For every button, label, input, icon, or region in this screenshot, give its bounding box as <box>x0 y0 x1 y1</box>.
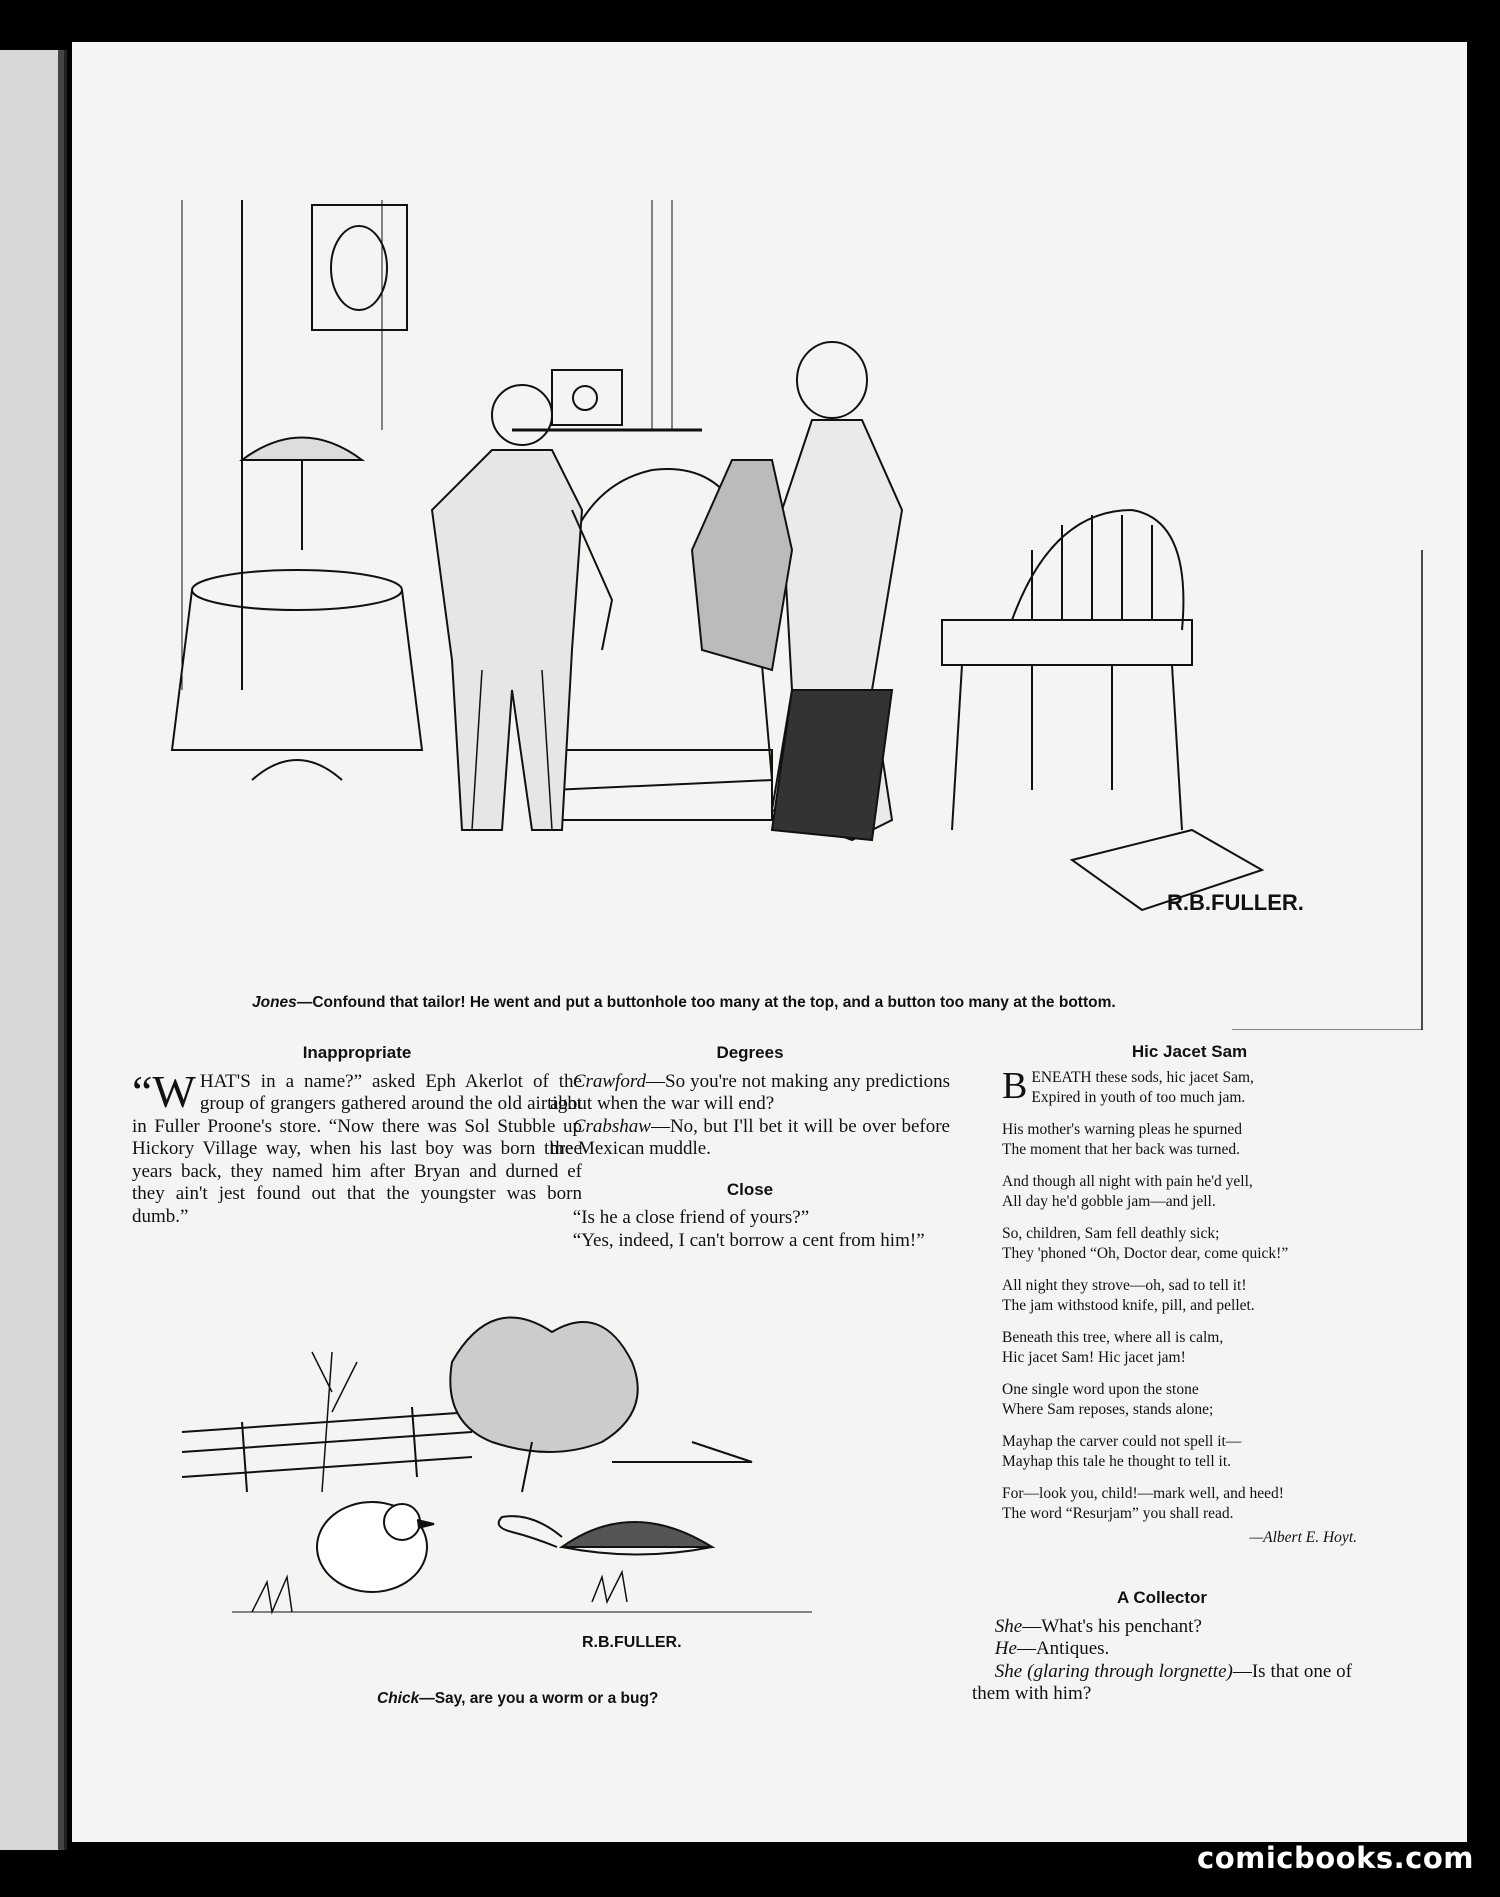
poem-stanza: All night they strove—oh, sad to tell it! The jam withstood knife, pill, and pellet. <box>1002 1277 1255 1314</box>
inappropriate-body: HAT'S in a name?” asked Eph Akerlot of the group of grangers gathered around the old airtight in Fuller Proone's store. “Now there was Sol Stubble up Hickory Village way, when his last boy was born three years back, they named him after Bryan and durned ef they ain't jest found out that the youngster was born dumb.” <box>132 1070 582 1227</box>
collector-title: A Collector <box>1116 1588 1208 1607</box>
cartoon1-caption-text: —Confound that tailor! He went and put a buttonhole too many at the top, and a button too many at the bottom. <box>296 994 1116 1011</box>
poem-stanza: Beneath this tree, where all is calm, Hic jacet Sam! Hic jacet jam! <box>1002 1329 1224 1366</box>
article-degrees <box>550 1042 950 1252</box>
cartoon1-caption <box>252 994 1116 1012</box>
degrees-speaker-1: Crawford <box>572 1070 647 1092</box>
article-collector <box>972 1587 1352 1706</box>
degrees-title: Degrees <box>716 1043 784 1062</box>
close-line-1: “Is he a close friend of yours?” <box>572 1207 810 1228</box>
cartoon-interior-scene <box>132 130 1442 1030</box>
cartoon2-caption-text: —Say, are you a worm or a bug? <box>419 1690 659 1707</box>
poem-first-line: ENEATH these sods, hic jacet Sam, <box>1031 1069 1254 1086</box>
article-inappropriate <box>132 1042 582 1228</box>
poem-stanza: His mother's warning pleas he spurned The moment that her back was turned. <box>1002 1121 1242 1158</box>
cartoon-chick-turtle <box>172 1292 932 1662</box>
poem-stanza: For—look you, child!—mark well, and heed! The word “Resurjam” you shall read. <box>1002 1485 1284 1522</box>
close-title: Close <box>726 1179 774 1199</box>
collector-speaker-1: She <box>994 1615 1023 1637</box>
left-page-edge <box>0 50 67 1850</box>
magazine-page <box>72 42 1467 1842</box>
collector-speaker-3: She (glaring through lorgnette) <box>994 1660 1233 1682</box>
cartoon2-caption <box>377 1690 658 1708</box>
poem-stanza: Mayhap the carver could not spell it— Mayhap this tale he thought to tell it. <box>1002 1433 1242 1470</box>
degrees-speaker-2: Crabshaw <box>572 1115 651 1137</box>
poem-title: Hic Jacet Sam <box>1131 1042 1248 1061</box>
poem-hic-jacet-sam <box>1002 1042 1377 1548</box>
cartoon1-caption-speaker: Jones <box>252 994 297 1011</box>
poem-stanza: So, children, Sam fell deathly sick; They 'phoned “Oh, Doctor dear, come quick!” <box>1002 1225 1289 1262</box>
poem-second-line: Expired in youth of too much jam. <box>1031 1089 1246 1106</box>
poem-author: —Albert E. Hoyt. <box>1249 1529 1357 1546</box>
degrees-text-1: —So you're not making any predictions about when the war will end? <box>550 1070 950 1114</box>
collector-text-3: —Is that one of them with him? <box>972 1660 1352 1704</box>
artist-signature-bottom: R.B.FULLER. <box>582 1634 682 1651</box>
inappropriate-title: Inappropriate <box>302 1043 412 1062</box>
degrees-text-2: —No, but I'll bet it will be over before the Mexican muddle. <box>550 1115 950 1159</box>
collector-text-1: —What's his penchant? <box>1022 1615 1202 1637</box>
collector-speaker-2: He <box>994 1638 1017 1659</box>
cartoon2-caption-speaker: Chick <box>377 1690 420 1707</box>
collector-text-2: —Antiques. <box>1016 1638 1110 1659</box>
close-line-2: “Yes, indeed, I can't borrow a cent from him!” <box>572 1229 925 1251</box>
inappropriate-dropcap: “W <box>132 1065 196 1117</box>
poem-dropcap: B <box>1002 1065 1028 1107</box>
poem-stanza: And though all night with pain he'd yell, All day he'd gobble jam—and jell. <box>1002 1173 1253 1210</box>
artist-signature-top: R.B.FULLER. <box>1167 890 1304 915</box>
poem-stanza: One single word upon the stone Where Sam reposes, stands alone; <box>1002 1381 1214 1418</box>
watermark: comicbooks.com <box>1197 1841 1474 1875</box>
